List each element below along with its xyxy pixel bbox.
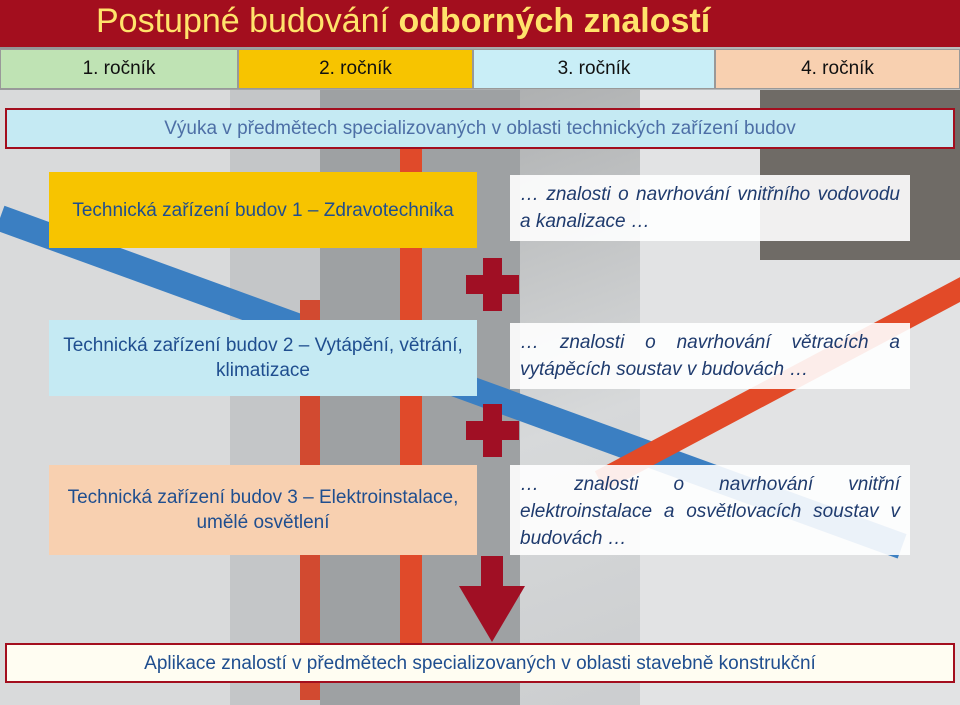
subject-text-tzb3: Technická zařízení budov 3 – Elektroinstalace, umělé osvětlení [67, 487, 459, 533]
knowledge-box-tzb2 [510, 323, 910, 389]
subject-box-tzb3 [49, 465, 477, 555]
knowledge-text-tzb2: … znalosti o navrhování větracích a vytápěcích soustav v budovách … [520, 332, 900, 380]
subject-box-tzb2 [49, 320, 477, 396]
knowledge-box-tzb1 [510, 175, 910, 241]
bottom-banner [5, 643, 955, 683]
year-3: 3. ročník [473, 49, 715, 89]
subject-text-tzb1: Technická zařízení budov 1 – Zdravotechnika [72, 199, 454, 221]
year-2: 2. ročník [238, 49, 473, 89]
knowledge-box-tzb3 [510, 465, 910, 555]
plus-icon [466, 404, 519, 457]
knowledge-text-tzb3: … znalosti o navrhování vnitřní elektroinstalace a osvětlovacích soustav v budovách … [520, 474, 900, 549]
knowledge-text-tzb1: … znalosti o navrhování vnitřního vodovodu a kanalizace … [520, 184, 900, 232]
bottom-banner-text: Aplikace znalostí v předmětech specializovaných v oblasti stavebně konstrukční [144, 652, 816, 674]
arrow-down-icon [459, 556, 525, 642]
plus-icon [466, 258, 519, 311]
year-header [0, 49, 960, 91]
subject-text-tzb2: Technická zařízení budov 2 – Vytápění, větrání, klimatizace [63, 335, 463, 381]
year-4: 4. ročník [715, 49, 960, 89]
top-banner-text: Výuka v předmětech specializovaných v oblasti technických zařízení budov [164, 118, 796, 139]
subject-box-tzb1 [49, 172, 477, 248]
title-bar [0, 0, 960, 47]
top-banner [5, 108, 955, 149]
page-title: Postupné budování odborných znalostí [96, 2, 711, 40]
year-1: 1. ročník [0, 49, 238, 89]
